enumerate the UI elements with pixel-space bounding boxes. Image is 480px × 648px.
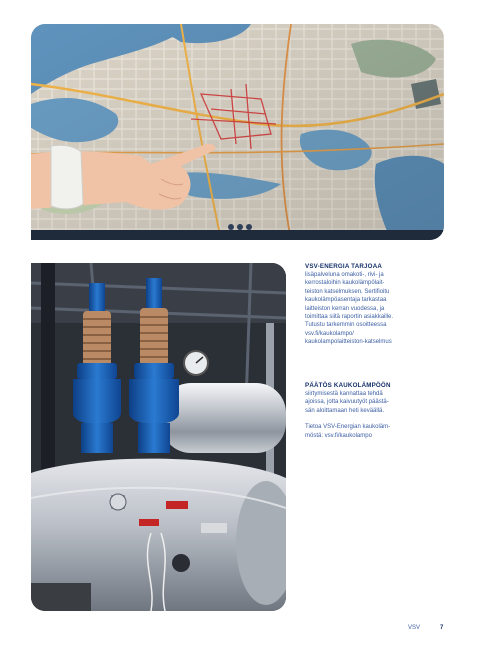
equipment-illustration bbox=[31, 263, 286, 611]
offer-line: laitteiston kerran vuodessa, ja bbox=[305, 305, 385, 312]
decision-line: siirtymisestä kannattaa tehdä bbox=[305, 391, 383, 397]
offer-heading: VSV-ENERGIA TARJOAA bbox=[305, 263, 383, 270]
page-number: 7 bbox=[440, 625, 444, 631]
offer-body bbox=[305, 271, 415, 347]
offer-link-line[interactable]: vsv.fi/kaukolampo/ bbox=[305, 330, 354, 337]
info-line: Tietoa VSV-Energian kaukoläm- bbox=[305, 424, 391, 431]
heating-equipment-photo bbox=[31, 263, 286, 611]
info-link-line[interactable]: möstä: vsv.fi/kaukolampo bbox=[305, 432, 372, 439]
offer-line: toimittaa siitä raportin asiakkaille. bbox=[305, 314, 394, 321]
offer-line: kaukolämpöasentaja tarkastaa bbox=[305, 297, 387, 304]
decision-line: sän aloittamaan heti keväällä. bbox=[305, 407, 385, 414]
footer-brand: VSV bbox=[408, 625, 421, 631]
decision-body bbox=[305, 390, 415, 440]
offer-link-line[interactable]: kaukolampolaitteiston-katselmus bbox=[305, 339, 392, 346]
decision-text-block bbox=[305, 382, 415, 448]
decision-heading: PÄÄTÖS KAUKOLÄMPÖÖN bbox=[305, 382, 391, 389]
offer-line: lisäpalveluna omakoti-, rivi- ja bbox=[305, 272, 384, 278]
decision-line: ajoissa, jotta kaivuutyöt päästä- bbox=[305, 399, 389, 406]
offer-line: teiston katselmuksen. Sertifioitu bbox=[305, 288, 390, 295]
offer-line: Tutustu tarkemmin osoitteessa bbox=[305, 322, 387, 329]
map-photo bbox=[31, 24, 444, 240]
offer-line: kerrostaloihin kaukolämpölait- bbox=[305, 280, 385, 287]
map-illustration bbox=[31, 24, 444, 240]
offer-text-block bbox=[305, 263, 415, 347]
